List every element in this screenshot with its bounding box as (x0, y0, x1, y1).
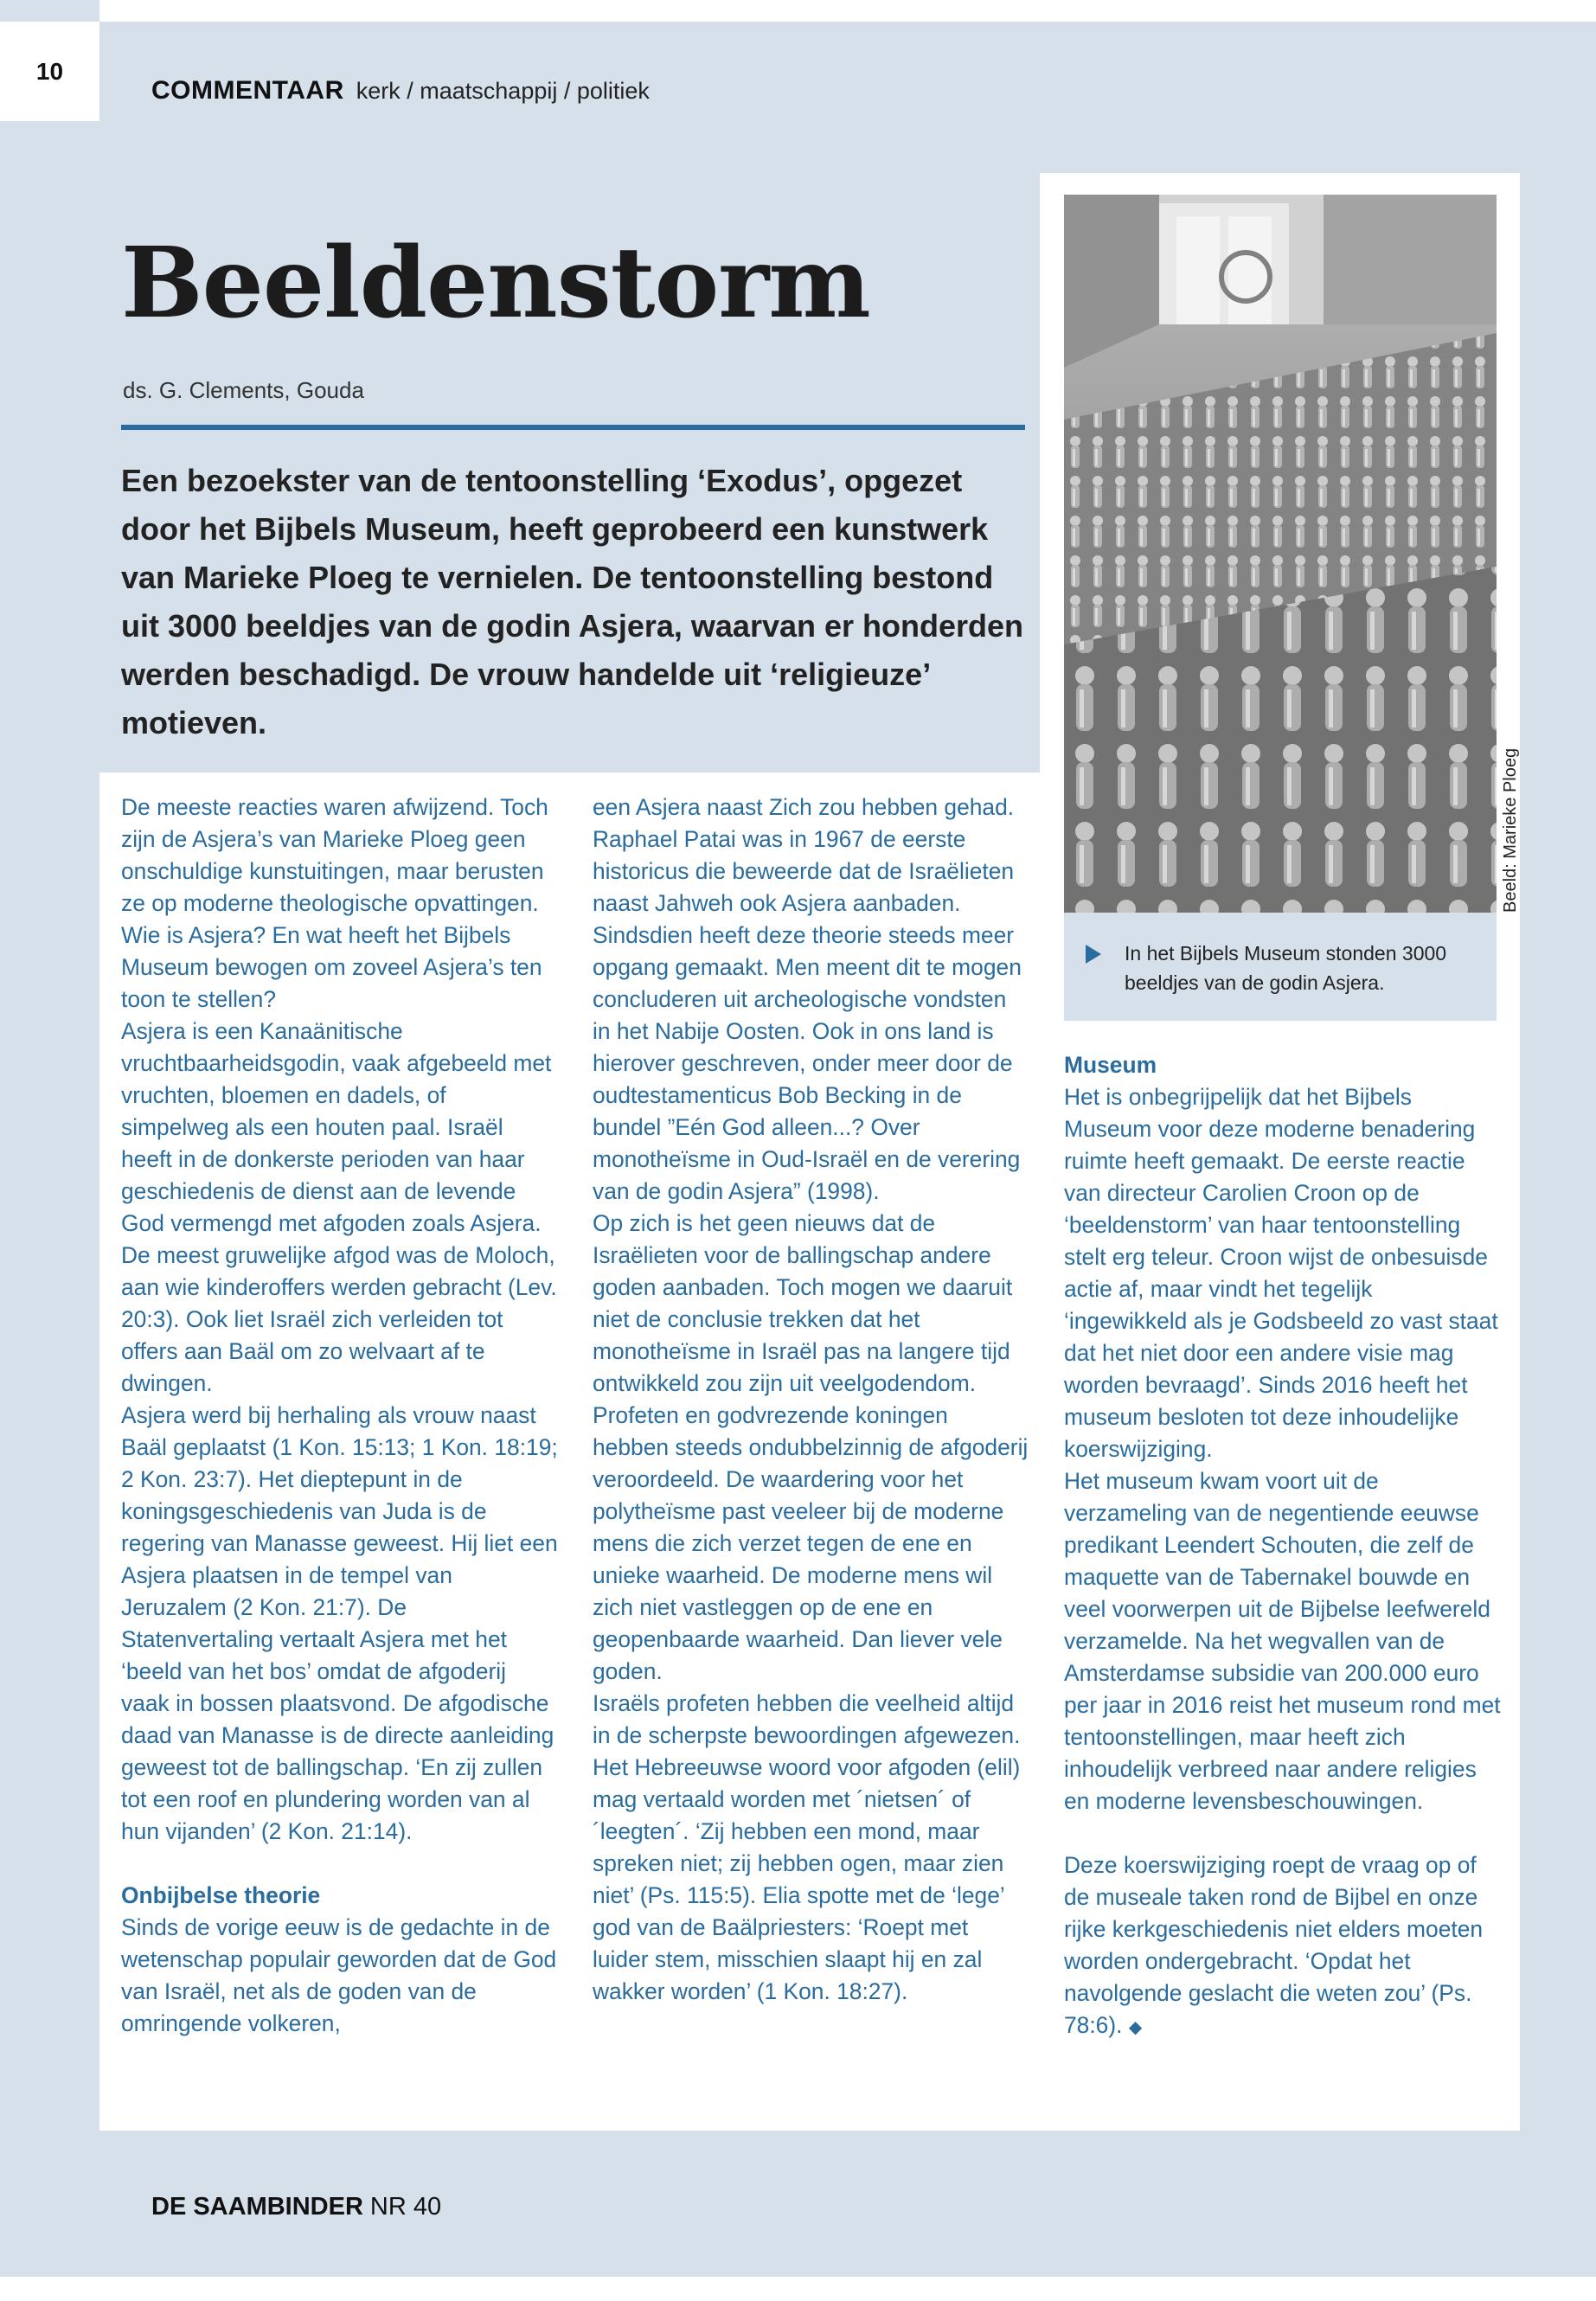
article-intro: Een bezoekster van de tentoonstelling ‘Exodus’, opgezet door het Bijbels Museum, heeft geprobeerd een kunstwerk van Marieke Ploeg te vernielen. De tentoonstelling bestond uit 3000 beeldjes van de godin Asjera, waarvan er honderden werden beschadigd. De vrouw handelde uit ‘religieuze’ motieven. (121, 463, 1024, 740)
spacer (1064, 1817, 1501, 1849)
photo-caption: In het Bijbels Museum stonden 3000 beeldjes van de godin Asjera. (1125, 942, 1447, 994)
column-3 (1064, 1049, 1501, 2044)
section-topics: kerk / maatschappij / politiek (356, 78, 650, 104)
subheading: Onbijbelse theorie (121, 1882, 321, 1908)
title-divider (121, 425, 1025, 430)
photo-caption-box (1064, 913, 1497, 1021)
issue-number: NR 40 (369, 2193, 442, 2221)
subheading: Museum (1064, 1052, 1157, 1078)
paragraph: Op zich is het geen nieuws dat de Israëlieten voor de ballingschap andere goden aanbaden. Toch mogen we daaruit niet de conclusie trekken dat het monotheïsme in Israël pas na langere tijd ontwikkeld zou zijn uit veelgodendom. Profeten en godvrezende koningen hebben steeds ondubbelzinnig de afgoderij veroordeeld. De waardering voor het polytheïsme past veeleer bij de moderne mens die zich verzet tegen de ene en unieke waarheid. De moderne mens wil zich niet vastleggen op de ene en geopenbaarde waarheid. Dan liever vele goden. (593, 1210, 1029, 1684)
photo-credit: Beeld: Marieke Ploeg (1501, 747, 1520, 913)
statues-photo-illustration (1064, 195, 1497, 913)
closing-paragraph (1064, 1849, 1501, 2044)
paragraph-text: Deze koerswijziging roept de vraag op of de museale taken rond de Bijbel en onze rijke kerkgeschiedenis niet elders moeten worden ondergebracht. ‘Opdat het navolgende geslacht die weten zou’ (Ps. 78:6). (1064, 1852, 1484, 2038)
paragraph: Sinds de vorige eeuw is de gedachte in de wetenschap populair geworden dat de God van Israël, net als de goden van de omringende volkeren, (121, 1914, 557, 2036)
paragraph: een Asjera naast Zich zou hebben gehad. Raphael Patai was in 1967 de eerste historicus die beweerde dat de Israëlieten naast Jahweh ook Asjera aanbaden. Sindsdien heeft deze theorie steeds meer opgang gemaakt. Men meent dit te mogen concluderen uit archeologische vondsten in het Nabije Oosten. Ook in ons land is hierover geschreven, onder meer door de oudtestamenticus Bob Becking in de bundel ”Eén God alleen...? Over monotheïsme in Oud-Israël en de verering van de godin Asjera” (1998). (593, 794, 1022, 1204)
running-head (151, 76, 650, 106)
paragraph: Asjera werd bij herhaling als vrouw naast Baäl geplaatst (1 Kon. 15:13; 1 Kon. 18:19; 2 Kon. 23:7). Het dieptepunt in de koningsgeschiedenis van Juda is de regering van Manasse geweest. Hij liet een Asjera plaatsen in de tempel van Jeruzalem (2 Kon. 21:7). De Statenvertaling vertaalt Asjera met het ‘beeld van het bos’ omdat de afgoderij vaak in bossen plaatsvond. De afgodische daad van Manasse is de directe aanleiding geweest tot de ballingschap. ‘En zij zullen tot een roof en plundering worden van al hun vijanden’ (2 Kon. 21:14). (121, 1402, 558, 1844)
section-label: COMMENTAAR (151, 76, 344, 105)
paragraph: Het is onbegrijpelijk dat het Bijbels Museum voor deze moderne benadering ruimte heeft gemaakt. De eerste reactie van directeur Carolien Croon op de ‘beeldenstorm’ van haar tentoonstelling stelt erg teleur. Croon wijst de onbesuisde actie af, maar vindt het tegelijk ‘ingewikkeld als je Godsbeeld zo vast staat dat het niet door een andere visie mag worden bevraagd’. Sinds 2016 heeft het museum besloten tot deze inhoudelijke koerswijziging. (1064, 1084, 1498, 1462)
column-1 (121, 792, 558, 2040)
spacer (121, 1848, 558, 1880)
article-title: Beeldenstorm (121, 227, 870, 340)
page-number: 10 (0, 22, 99, 121)
end-mark-icon: ◆ (1128, 2018, 1143, 2037)
paragraph: Het museum kwam voort uit de verzameling van de negentiende eeuwse predikant Leendert Schouten, die zelf de maquette van de Tabernakel bouwde en veel voorwerpen uit de Bijbelse leefwereld verzamelde. Na het wegvallen van de Amsterdamse subsidie van 200.000 euro per jaar in 2016 reist het museum rond met tentoonstellingen, maar heeft zich inhoudelijk verbreed naar andere religies en moderne levensbeschouwingen. (1064, 1468, 1501, 1814)
article-photo (1064, 195, 1497, 913)
article-author: ds. G. Clements, Gouda (123, 377, 364, 403)
magazine-name: DE SAAMBINDER (151, 2193, 363, 2221)
paragraph: Israëls profeten hebben die veelheid altijd in de scherpste bewoordingen afgewezen. Het Hebreeuwse woord voor afgoden (elil) mag vertaald worden met ´nietsen´ of ´leegten´. ‘Zij hebben een mond, maar spreken niet; zij hebben ogen, maar zien niet’ (Ps. 115:5). Elia spotte met de ‘lege’ god van de Baälpriesters: ‘Roept met luider stem, misschien slaapt hij en zal wakker worden’ (1 Kon. 18:27). (593, 1690, 1021, 2004)
column-2 (593, 792, 1029, 2008)
paragraph: De meeste reacties waren afwijzend. Toch zijn de Asjera’s van Marieke Ploeg geen onschuldige kunstuitingen, maar berusten ze op moderne theologische opvattingen. Wie is Asjera? En wat heeft het Bijbels Museum bewogen om zoveel Asjera’s ten toon te stellen? (121, 794, 548, 1012)
bottom-margin (0, 2277, 1596, 2301)
caption-arrow-icon (1086, 945, 1101, 964)
paragraph: Asjera is een Kanaänitische vruchtbaarheidsgodin, vaak afgebeeld met vruchten, bloemen en dadels, of simpelweg als een houten paal. Israël heeft in de donkerste perioden van haar geschiedenis de dienst aan de levende God vermengd met afgoden zoals Asjera. De meest gruwelijke afgod was de Moloch, aan wie kinderoffers werden gebracht (Lev. 20:3). Ook liet Israël zich verleiden tot offers aan Baäl om zo welvaart af te dwingen. (121, 1018, 557, 1396)
top-margin (99, 0, 1596, 22)
page-footer (151, 2193, 441, 2221)
